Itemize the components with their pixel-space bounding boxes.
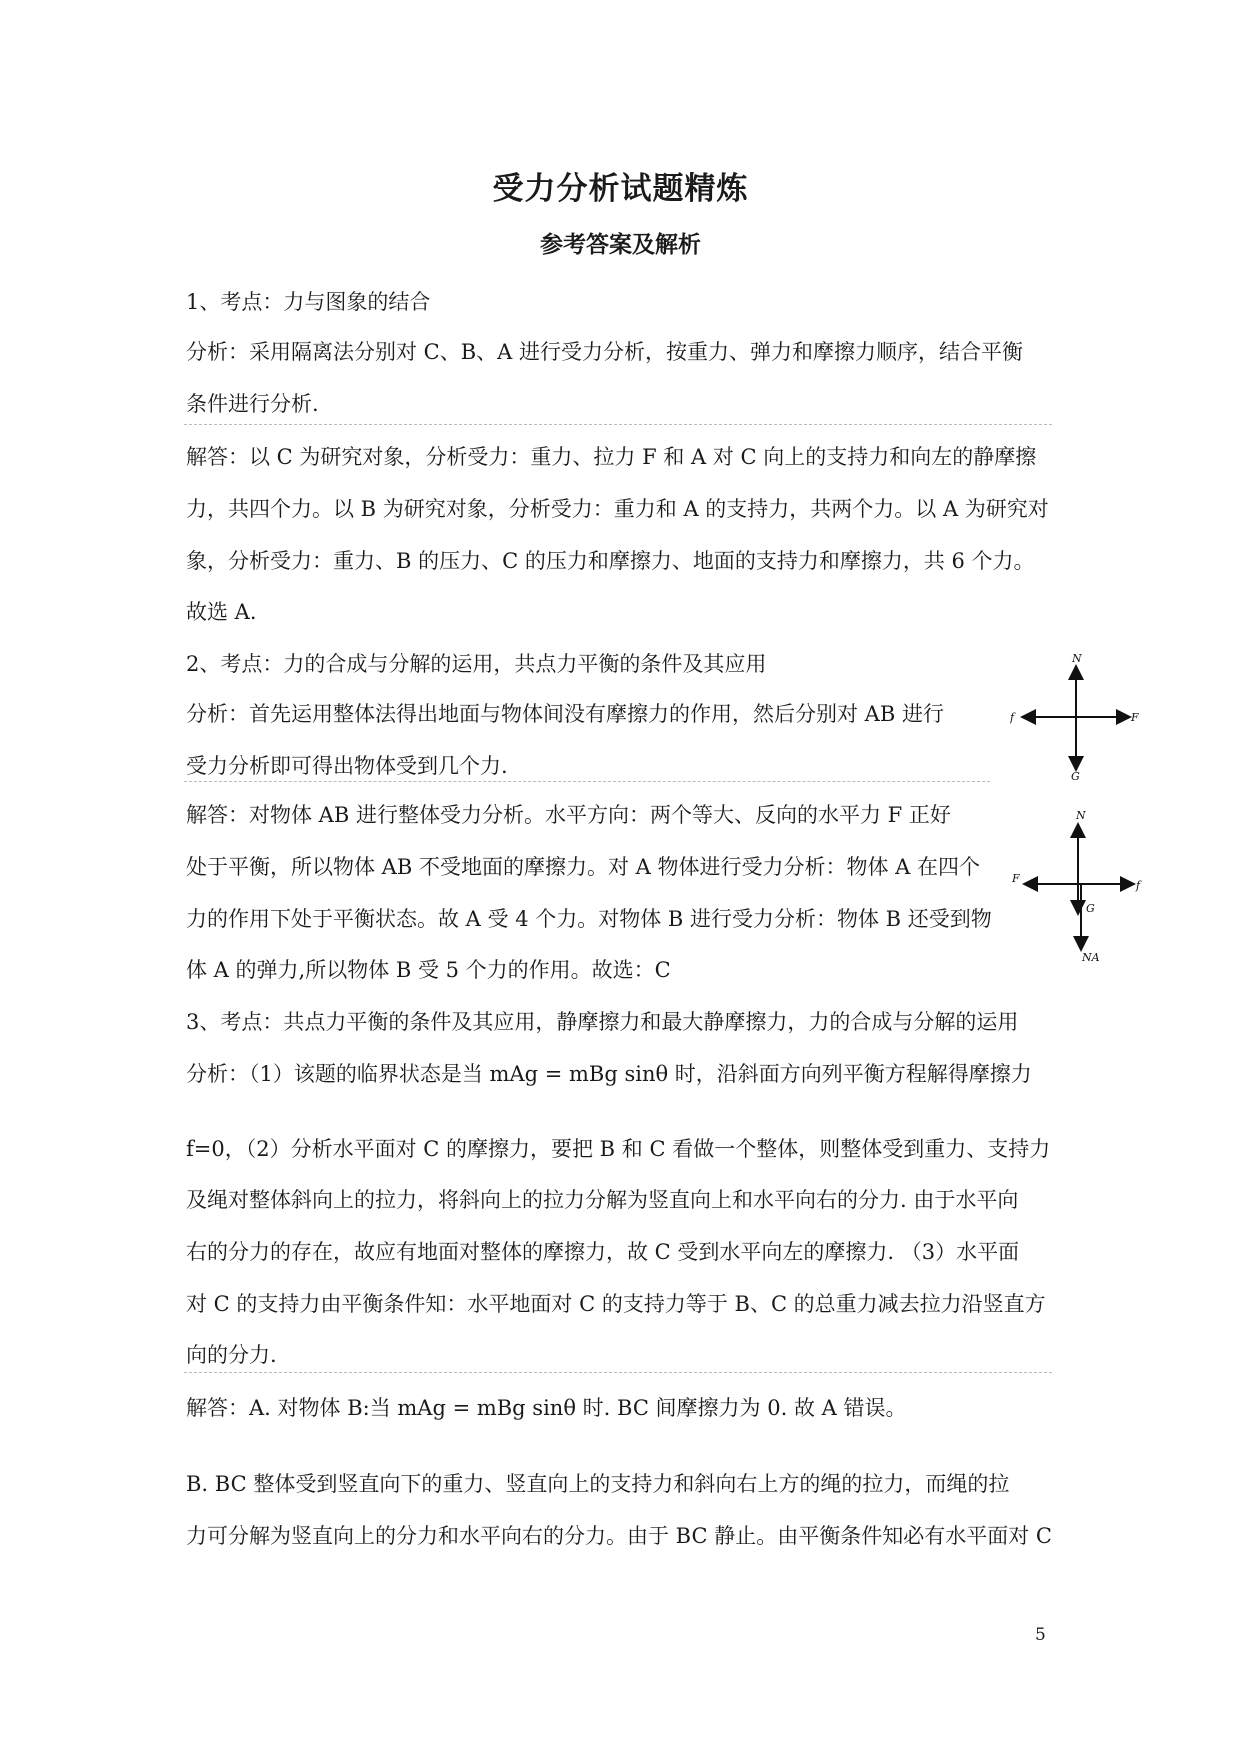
paragraph-line: 故选 A. (186, 600, 257, 624)
force-label-left: F (1012, 872, 1020, 885)
paragraph-line: 力的作用下处于平衡状态。故 A 受 4 个力。对物体 B 进行受力分析：物体 B 还受到物 (186, 907, 992, 931)
force-diagram-2 (1012, 808, 1152, 972)
force-label-left: f (1010, 711, 1015, 724)
page-number: 5 (1035, 1625, 1046, 1645)
dashed-divider (184, 781, 990, 782)
force-label-down-short: G (1086, 902, 1095, 915)
page-subtitle: 参考答案及解析 (540, 232, 701, 258)
section-3-heading: 3、考点：共点力平衡的条件及其应用，静摩擦力和最大静摩擦力，力的合成与分解的运用 (186, 1010, 1019, 1034)
section-1-heading: 1、考点：力与图象的结合 (186, 290, 431, 314)
paragraph-line: B. BC 整体受到竖直向下的重力、竖直向上的支持力和斜向右上方的绳的拉力，而绳的拉 (186, 1472, 1010, 1496)
paragraph-line: 力，共四个力。以 B 为研究对象，分析受力：重力和 A 的支持力，共两个力。以 A 为研究对 (186, 497, 1049, 521)
force-label-right: F (1131, 711, 1139, 724)
paragraph-line: 力可分解为竖直向上的分力和水平向右的分力。由于 BC 静止。由平衡条件知必有水平面对 C (186, 1524, 1052, 1548)
paragraph-line: 解答：以 C 为研究对象，分析受力：重力、拉力 F 和 A 对 C 向上的支持力和向左的静摩擦 (186, 445, 1037, 469)
force-diagram-1 (1010, 652, 1140, 786)
paragraph-line: 条件进行分析. (186, 392, 319, 416)
paragraph-line: 处于平衡，所以物体 AB 不受地面的摩擦力。对 A 物体进行受力分析：物体 A 在四个 (186, 855, 980, 879)
page-title: 受力分析试题精炼 (492, 171, 749, 207)
paragraph-line: 向的分力. (186, 1343, 277, 1367)
paragraph-line: 右的分力的存在，故应有地面对整体的摩擦力，故 C 受到水平向左的摩擦力. （3）水平面 (186, 1240, 1020, 1264)
paragraph-line: 分析：采用隔离法分别对 C、B、A 进行受力分析，按重力、弹力和摩擦力顺序，结合平衡 (186, 340, 1024, 364)
paragraph-line: 象，分析受力：重力、B 的压力、C 的压力和摩擦力、地面的支持力和摩擦力，共 6 个力。 (186, 549, 1035, 573)
paragraph-line: 解答：对物体 AB 进行整体受力分析。水平方向：两个等大、反向的水平力 F 正好 (186, 803, 951, 827)
section-2-heading: 2、考点：力的合成与分解的运用，共点力平衡的条件及其应用 (186, 652, 767, 676)
force-label-down: G (1071, 770, 1080, 782)
dashed-divider (184, 1372, 1052, 1373)
force-label-up: N (1072, 652, 1082, 665)
force-label-up: N (1076, 809, 1086, 822)
paragraph-line: 体 A 的弹力,所以物体 B 受 5 个力的作用。故选：C (186, 958, 671, 982)
force-label-right: f (1136, 879, 1141, 892)
paragraph-line: 及绳对整体斜向上的拉力，将斜向上的拉力分解为竖直向上和水平向右的分力. 由于水平向 (186, 1188, 1019, 1212)
force-label-down-long: NA (1082, 951, 1100, 964)
paragraph-line: 分析：（1）该题的临界状态是当 mAg = mBg sinθ 时，沿斜面方向列平衡方程解得摩擦力 (186, 1062, 1032, 1086)
paragraph-line: 对 C 的支持力由平衡条件知：水平地面对 C 的支持力等于 B、C 的总重力减去拉力沿竖直方 (186, 1292, 1046, 1316)
dashed-divider (184, 424, 1052, 425)
paragraph-line: 分析：首先运用整体法得出地面与物体间没有摩擦力的作用，然后分别对 AB 进行 (186, 702, 944, 726)
paragraph-line: 受力分析即可得出物体受到几个力. (186, 754, 508, 778)
paragraph-line: f=0，（2）分析水平面对 C 的摩擦力，要把 B 和 C 看做一个整体，则整体受到重力、支持力 (186, 1137, 1051, 1161)
paragraph-line: 解答：A. 对物体 B:当 mAg = mBg sinθ 时. BC 间摩擦力为 0. 故 A 错误。 (186, 1396, 907, 1420)
